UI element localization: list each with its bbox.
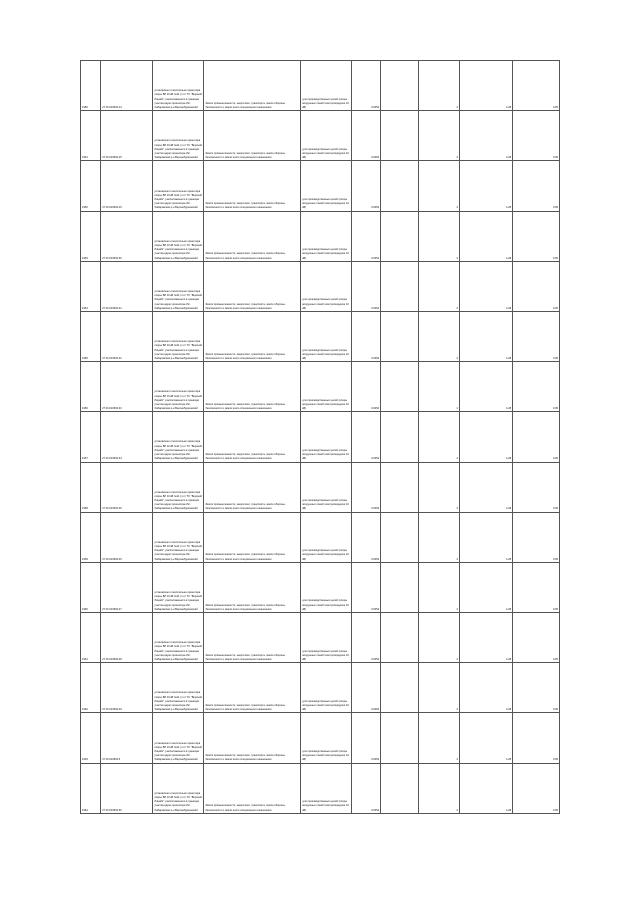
table-row bbox=[81, 311, 560, 361]
table-row bbox=[81, 111, 560, 161]
location-cell: установлено относительно ориентира опоры ВЛ 10 кВ №11 (л от ТС "Верхний Лицайс", расположенного в границах участка адрес ориентира обл. Хабаровская р-н Верхнебуреинский bbox=[153, 663, 204, 713]
table-row bbox=[81, 261, 560, 311]
area-cell: 0.0054 bbox=[352, 412, 381, 462]
amount-cell: 0.05 bbox=[513, 462, 560, 512]
location-cell: установлено относительно ориентира опоры ВЛ 10 кВ №11 (л от ТС "Верхний Лицайс", расположенного в границах участка адрес ориентира обл. Хабаровская р-н Верхнебуреинский bbox=[153, 311, 204, 361]
area-cell: 0.0054 bbox=[352, 663, 381, 713]
empty-cell bbox=[381, 663, 419, 713]
amount-cell: 0.05 bbox=[513, 261, 560, 311]
table-row bbox=[81, 512, 560, 562]
permitted-use-cell: для производственных целей (опоры воздушных линий электропередачи 10 кВ) bbox=[301, 613, 352, 663]
rate-cell: 4.28 bbox=[459, 261, 512, 311]
land-category-cell: Земли промышленности, энергетики, транспорта, земли обороны, безопасности и земли иного специального назначения bbox=[204, 161, 301, 211]
table-row bbox=[81, 61, 560, 111]
empty-cell bbox=[381, 462, 419, 512]
rate-cell: 4.28 bbox=[459, 412, 512, 462]
area-cell: 0.0054 bbox=[352, 613, 381, 663]
permitted-use-cell: для производственных целей (опоры воздушных линий электропередачи 10 кВ) bbox=[301, 562, 352, 612]
cadastral-number-cell: 27:01:010502:23 bbox=[101, 362, 153, 412]
amount-cell: 0.05 bbox=[513, 763, 560, 813]
value-cell: 4 bbox=[419, 562, 459, 612]
permitted-use-cell: для производственных целей (опоры воздушных линий электропередачи 10 кВ) bbox=[301, 663, 352, 713]
table-row bbox=[81, 562, 560, 612]
rate-cell: 4.28 bbox=[459, 562, 512, 612]
table-row bbox=[81, 462, 560, 512]
row-number-cell: 1955 bbox=[81, 311, 101, 361]
empty-cell bbox=[381, 61, 419, 111]
area-cell: 0.0054 bbox=[352, 161, 381, 211]
area-cell: 0.0054 bbox=[352, 512, 381, 562]
row-number-cell: 1956 bbox=[81, 362, 101, 412]
amount-cell: 0.05 bbox=[513, 111, 560, 161]
row-number-cell: 1953 bbox=[81, 211, 101, 261]
value-cell: 4 bbox=[419, 763, 459, 813]
cadastral-number-cell: 27:01:010502:25 bbox=[101, 462, 153, 512]
row-number-cell: 1950 bbox=[81, 61, 101, 111]
value-cell: 4 bbox=[419, 111, 459, 161]
location-cell: установлено относительно ориентира опоры ВЛ 10 кВ №11 (л от ТС "Верхний Лицайс", расположенного в границах участка адрес ориентира обл. Хабаровская р-н Верхнебуреинский bbox=[153, 111, 204, 161]
cadastral-number-cell: 27:01:010502:3 bbox=[101, 713, 153, 763]
area-cell: 0.0054 bbox=[352, 111, 381, 161]
area-cell: 0.0054 bbox=[352, 362, 381, 412]
cadastral-number-cell: 27:01:010502:22 bbox=[101, 311, 153, 361]
land-category-cell: Земли промышленности, энергетики, транспорта, земли обороны, безопасности и земли иного специального назначения bbox=[204, 311, 301, 361]
rate-cell: 4.28 bbox=[459, 161, 512, 211]
table-row bbox=[81, 763, 560, 813]
row-number-cell: 1957 bbox=[81, 412, 101, 462]
land-category-cell: Земли промышленности, энергетики, транспорта, земли обороны, безопасности и земли иного специального назначения bbox=[204, 362, 301, 412]
value-cell: 4 bbox=[419, 311, 459, 361]
value-cell: 4 bbox=[419, 261, 459, 311]
location-cell: установлено относительно ориентира опоры ВЛ 10 кВ №11 (л от ТС "Верхний Лицайс", расположенного в границах участка адрес ориентира обл. Хабаровская р-н Верхнебуреинский bbox=[153, 763, 204, 813]
row-number-cell: 1962 bbox=[81, 663, 101, 713]
location-cell: установлено относительно ориентира опоры ВЛ 10 кВ №11 (л от ТС "Верхний Лицайс", расположенного в границах участка адрес ориентира обл. Хабаровская р-н Верхнебуреинский bbox=[153, 362, 204, 412]
rate-cell: 4.28 bbox=[459, 211, 512, 261]
land-category-cell: Земли промышленности, энергетики, транспорта, земли обороны, безопасности и земли иного специального назначения bbox=[204, 211, 301, 261]
land-category-cell: Земли промышленности, энергетики, транспорта, земли обороны, безопасности и земли иного специального назначения bbox=[204, 562, 301, 612]
value-cell: 4 bbox=[419, 713, 459, 763]
permitted-use-cell: для производственных целей (опоры воздушных линий электропередачи 10 кВ) bbox=[301, 61, 352, 111]
amount-cell: 0.05 bbox=[513, 613, 560, 663]
land-category-cell: Земли промышленности, энергетики, транспорта, земли обороны, безопасности и земли иного специального назначения bbox=[204, 613, 301, 663]
permitted-use-cell: для производственных целей (опоры воздушных линий электропередачи 10 кВ) bbox=[301, 763, 352, 813]
area-cell: 0.0054 bbox=[352, 763, 381, 813]
row-number-cell: 1952 bbox=[81, 161, 101, 211]
value-cell: 4 bbox=[419, 161, 459, 211]
land-category-cell: Земли промышленности, энергетики, транспорта, земли обороны, безопасности и земли иного специального назначения bbox=[204, 412, 301, 462]
empty-cell bbox=[381, 763, 419, 813]
area-cell: 0.0054 bbox=[352, 713, 381, 763]
permitted-use-cell: для производственных целей (опоры воздушных линий электропередачи 10 кВ) bbox=[301, 362, 352, 412]
rate-cell: 4.28 bbox=[459, 311, 512, 361]
table-row bbox=[81, 613, 560, 663]
empty-cell bbox=[381, 512, 419, 562]
amount-cell: 0.05 bbox=[513, 61, 560, 111]
cadastral-number-cell: 27:01:010502:30 bbox=[101, 763, 153, 813]
area-cell: 0.0054 bbox=[352, 261, 381, 311]
permitted-use-cell: для производственных целей (опоры воздушных линий электропередачи 10 кВ) bbox=[301, 512, 352, 562]
empty-cell bbox=[381, 562, 419, 612]
table-row bbox=[81, 362, 560, 412]
row-number-cell: 1963 bbox=[81, 713, 101, 763]
empty-cell bbox=[381, 211, 419, 261]
rate-cell: 4.28 bbox=[459, 111, 512, 161]
table-row bbox=[81, 211, 560, 261]
location-cell: установлено относительно ориентира опоры ВЛ 10 кВ №11 (л от ТС "Верхний Лицайс", расположенного в границах участка адрес ориентира обл. Хабаровская р-н Верхнебуреинский bbox=[153, 161, 204, 211]
cadastral-number-cell: 27:01:010502:29 bbox=[101, 663, 153, 713]
cadastral-number-cell: 27:01:010502:14 bbox=[101, 61, 153, 111]
empty-cell bbox=[381, 713, 419, 763]
permitted-use-cell: для производственных целей (опоры воздушных линий электропередачи 10 кВ) bbox=[301, 261, 352, 311]
location-cell: установлено относительно ориентира опоры ВЛ 10 кВ №11 (л от ТС "Верхний Лицайс", расположенного в границах участка адрес ориентира обл. Хабаровская р-н Верхнебуреинский bbox=[153, 412, 204, 462]
cadastral-number-cell: 27:01:010502:24 bbox=[101, 412, 153, 462]
row-number-cell: 1960 bbox=[81, 562, 101, 612]
rate-cell: 4.28 bbox=[459, 613, 512, 663]
empty-cell bbox=[381, 311, 419, 361]
empty-cell bbox=[381, 412, 419, 462]
amount-cell: 0.05 bbox=[513, 663, 560, 713]
permitted-use-cell: для производственных целей (опоры воздушных линий электропередачи 10 кВ) bbox=[301, 111, 352, 161]
permitted-use-cell: для производственных целей (опоры воздушных линий электропередачи 10 кВ) bbox=[301, 161, 352, 211]
location-cell: установлено относительно ориентира опоры ВЛ 10 кВ №11 (л от ТС "Верхний Лицайс", расположенного в границах участка адрес ориентира обл. Хабаровская р-н Верхнебуреинский bbox=[153, 462, 204, 512]
land-category-cell: Земли промышленности, энергетики, транспорта, земли обороны, безопасности и земли иного специального назначения bbox=[204, 713, 301, 763]
table-row bbox=[81, 713, 560, 763]
cadastral-number-cell: 27:01:010502:26 bbox=[101, 512, 153, 562]
value-cell: 4 bbox=[419, 211, 459, 261]
rate-cell: 4.28 bbox=[459, 61, 512, 111]
amount-cell: 0.05 bbox=[513, 362, 560, 412]
rate-cell: 4.28 bbox=[459, 462, 512, 512]
land-category-cell: Земли промышленности, энергетики, транспорта, земли обороны, безопасности и земли иного специального назначения bbox=[204, 512, 301, 562]
row-number-cell: 1961 bbox=[81, 613, 101, 663]
empty-cell bbox=[381, 362, 419, 412]
rate-cell: 4.28 bbox=[459, 362, 512, 412]
area-cell: 0.0054 bbox=[352, 211, 381, 261]
empty-cell bbox=[381, 161, 419, 211]
table-row bbox=[81, 412, 560, 462]
area-cell: 0.0054 bbox=[352, 61, 381, 111]
rate-cell: 4.28 bbox=[459, 763, 512, 813]
permitted-use-cell: для производственных целей (опоры воздушных линий электропередачи 10 кВ) bbox=[301, 311, 352, 361]
amount-cell: 0.05 bbox=[513, 512, 560, 562]
amount-cell: 0.05 bbox=[513, 562, 560, 612]
value-cell: 4 bbox=[419, 412, 459, 462]
area-cell: 0.0054 bbox=[352, 462, 381, 512]
table-body bbox=[81, 61, 560, 814]
land-plots-table bbox=[80, 60, 560, 814]
location-cell: установлено относительно ориентира опоры ВЛ 10 кВ №11 (л от ТС "Верхний Лицайс", расположенного в границах участка адрес ориентира обл. Хабаровская р-н Верхнебуреинский bbox=[153, 61, 204, 111]
location-cell: установлено относительно ориентира опоры ВЛ 10 кВ №11 (л от ТС "Верхний Лицайс", расположенного в границах участка адрес ориентира обл. Хабаровская р-н Верхнебуреинский bbox=[153, 562, 204, 612]
rate-cell: 4.28 bbox=[459, 512, 512, 562]
empty-cell bbox=[381, 261, 419, 311]
land-category-cell: Земли промышленности, энергетики, транспорта, земли обороны, безопасности и земли иного специального назначения bbox=[204, 111, 301, 161]
row-number-cell: 1958 bbox=[81, 462, 101, 512]
land-category-cell: Земли промышленности, энергетики, транспорта, земли обороны, безопасности и земли иного специального назначения bbox=[204, 61, 301, 111]
amount-cell: 0.05 bbox=[513, 161, 560, 211]
area-cell: 0.0054 bbox=[352, 311, 381, 361]
row-number-cell: 1954 bbox=[81, 261, 101, 311]
land-category-cell: Земли промышленности, энергетики, транспорта, земли обороны, безопасности и земли иного специального назначения bbox=[204, 462, 301, 512]
amount-cell: 0.05 bbox=[513, 412, 560, 462]
row-number-cell: 1959 bbox=[81, 512, 101, 562]
cadastral-number-cell: 27:01:010502:21 bbox=[101, 261, 153, 311]
location-cell: установлено относительно ориентира опоры ВЛ 10 кВ №11 (л от ТС "Верхний Лицайс", расположенного в границах участка адрес ориентира обл. Хабаровская р-н Верхнебуреинский bbox=[153, 512, 204, 562]
amount-cell: 0.05 bbox=[513, 211, 560, 261]
location-cell: установлено относительно ориентира опоры ВЛ 10 кВ №11 (л от ТС "Верхний Лицайс", расположенного в границах участка адрес ориентира обл. Хабаровская р-н Верхнебуреинский bbox=[153, 261, 204, 311]
location-cell: установлено относительно ориентира опоры ВЛ 10 кВ №11 (л от ТС "Верхний Лицайс", расположенного в границах участка адрес ориентира обл. Хабаровская р-н Верхнебуреинский bbox=[153, 713, 204, 763]
cadastral-number-cell: 27:01:010502:27 bbox=[101, 562, 153, 612]
cadastral-number-cell: 27:01:010502:20 bbox=[101, 211, 153, 261]
value-cell: 4 bbox=[419, 462, 459, 512]
value-cell: 4 bbox=[419, 613, 459, 663]
land-category-cell: Земли промышленности, энергетики, транспорта, земли обороны, безопасности и земли иного специального назначения bbox=[204, 663, 301, 713]
value-cell: 4 bbox=[419, 61, 459, 111]
cadastral-number-cell: 27:01:010502:28 bbox=[101, 613, 153, 663]
row-number-cell: 1951 bbox=[81, 111, 101, 161]
value-cell: 4 bbox=[419, 663, 459, 713]
empty-cell bbox=[381, 111, 419, 161]
location-cell: установлено относительно ориентира опоры ВЛ 10 кВ №11 (л от ТС "Верхний Лицайс", расположенного в границах участка адрес ориентира обл. Хабаровская р-н Верхнебуреинский bbox=[153, 613, 204, 663]
permitted-use-cell: для производственных целей (опоры воздушных линий электропередачи 10 кВ) bbox=[301, 713, 352, 763]
rate-cell: 4.28 bbox=[459, 713, 512, 763]
area-cell: 0.0054 bbox=[352, 562, 381, 612]
location-cell: установлено относительно ориентира опоры ВЛ 10 кВ №11 (л от ТС "Верхний Лицайс", расположенного в границах участка адрес ориентира обл. Хабаровская р-н Верхнебуреинский bbox=[153, 211, 204, 261]
rate-cell: 4.28 bbox=[459, 663, 512, 713]
permitted-use-cell: для производственных целей (опоры воздушных линий электропередачи 10 кВ) bbox=[301, 412, 352, 462]
row-number-cell: 1964 bbox=[81, 763, 101, 813]
land-category-cell: Земли промышленности, энергетики, транспорта, земли обороны, безопасности и земли иного специального назначения bbox=[204, 763, 301, 813]
cadastral-number-cell: 27:01:010502:16 bbox=[101, 161, 153, 211]
land-category-cell: Земли промышленности, энергетики, транспорта, земли обороны, безопасности и земли иного специального назначения bbox=[204, 261, 301, 311]
table-row bbox=[81, 161, 560, 211]
permitted-use-cell: для производственных целей (опоры воздушных линий электропередачи 10 кВ) bbox=[301, 211, 352, 261]
value-cell: 4 bbox=[419, 512, 459, 562]
amount-cell: 0.05 bbox=[513, 713, 560, 763]
cadastral-number-cell: 27:01:010502:15 bbox=[101, 111, 153, 161]
value-cell: 4 bbox=[419, 362, 459, 412]
table-row bbox=[81, 663, 560, 713]
empty-cell bbox=[381, 613, 419, 663]
amount-cell: 0.05 bbox=[513, 311, 560, 361]
permitted-use-cell: для производственных целей (опоры воздушных линий электропередачи 10 кВ) bbox=[301, 462, 352, 512]
